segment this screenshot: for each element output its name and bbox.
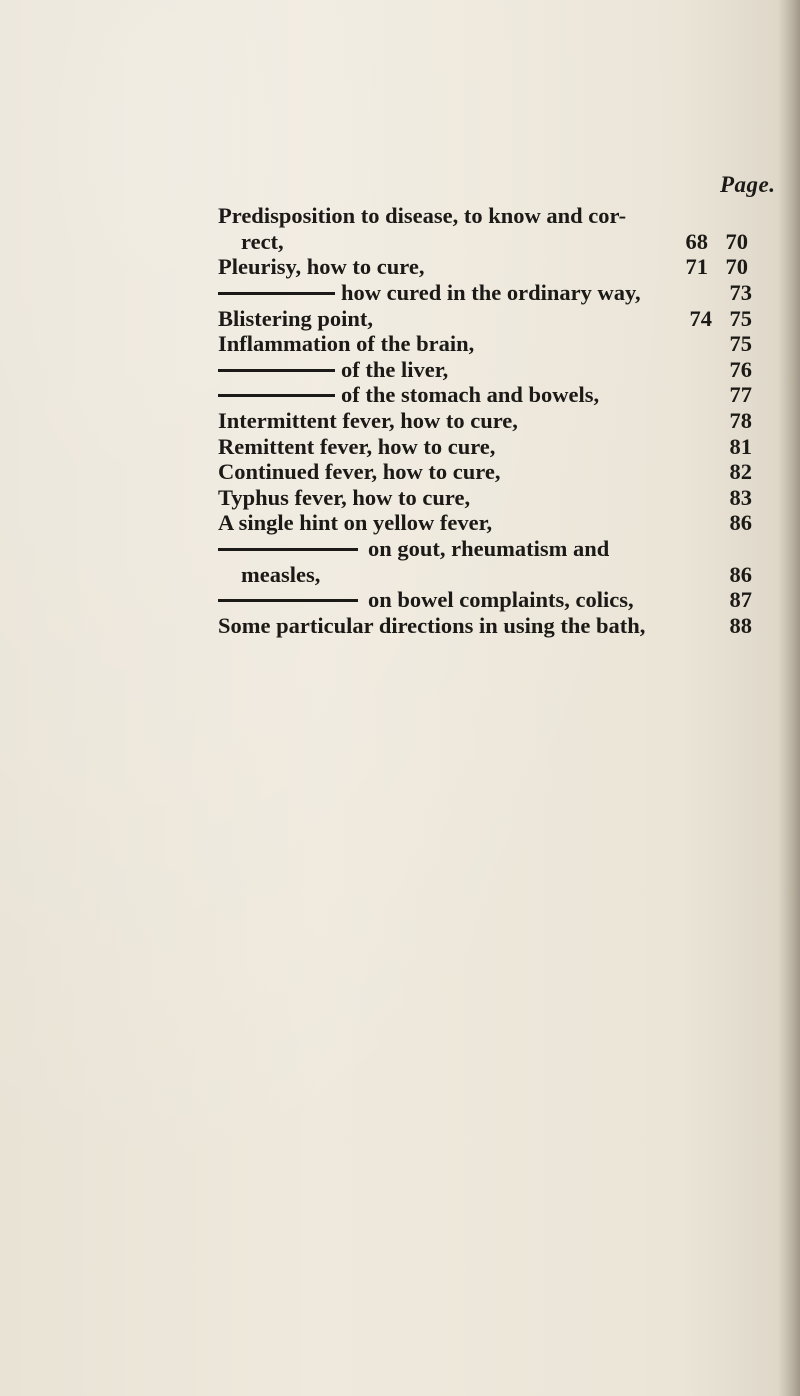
- index-entry: [0, 510, 800, 536]
- entry-page-a: 68: [685, 229, 708, 254]
- entry-text: Inflammation of the brain,: [218, 331, 475, 356]
- entry-page-b: 77: [729, 382, 752, 407]
- ditto-dash: [218, 548, 358, 551]
- entry-text: Remittent fever, how to cure,: [218, 434, 496, 459]
- index-entry: [0, 331, 800, 357]
- entry-text: on bowel complaints, colics,: [368, 587, 634, 612]
- index-entry: [0, 434, 800, 460]
- ditto-dash: [218, 394, 335, 397]
- entry-text: of the stomach and bowels,: [341, 382, 600, 407]
- index-entry: [0, 562, 800, 588]
- index-entry: [0, 254, 800, 280]
- entry-text: rect,: [241, 229, 284, 254]
- entry-text: how cured in the ordinary way,: [341, 280, 641, 305]
- entry-page-b: 81: [729, 434, 752, 459]
- index-entry: [0, 203, 800, 229]
- ditto-dash: [218, 292, 335, 295]
- entry-page-b: 73: [729, 280, 752, 305]
- entry-text: A single hint on yellow fever,: [218, 510, 493, 535]
- index-entry: [0, 229, 800, 255]
- entry-text: measles,: [241, 562, 321, 587]
- entry-text: Continued fever, how to cure,: [218, 459, 501, 484]
- entry-page-a: 71: [685, 254, 708, 279]
- entry-page-b: 75: [729, 306, 752, 331]
- entry-page-b: 82: [729, 459, 752, 484]
- entry-page-b: 83: [729, 485, 752, 510]
- entry-page-a: 74: [689, 306, 712, 331]
- entry-page-b: 75: [729, 331, 752, 356]
- entry-text: on gout, rheumatism and: [368, 536, 610, 561]
- entry-text: Typhus fever, how to cure,: [218, 485, 471, 510]
- entry-text: Blistering point,: [218, 306, 374, 331]
- entry-text: of the liver,: [341, 357, 449, 382]
- index-entry: [0, 613, 800, 639]
- index-entry: [0, 587, 800, 613]
- entry-text: Some particular directions in using the bath,: [218, 613, 646, 638]
- entry-page-b: 76: [729, 357, 752, 382]
- entry-page-b: 86: [729, 510, 752, 535]
- index-entry: [0, 485, 800, 511]
- entry-page-b: 70: [725, 229, 748, 254]
- index-entry: [0, 459, 800, 485]
- index-entry: [0, 357, 800, 383]
- ditto-dash: [218, 599, 358, 602]
- index-entry: [0, 280, 800, 306]
- index-entry: [0, 408, 800, 434]
- entry-text: Intermittent fever, how to cure,: [218, 408, 518, 433]
- entry-text: Pleurisy, how to cure,: [218, 254, 425, 279]
- entry-page-b: 78: [729, 408, 752, 433]
- index-entry: [0, 382, 800, 408]
- entry-page-b: 70: [725, 254, 748, 279]
- page-column-heading: Page.: [720, 172, 776, 197]
- ditto-dash: [218, 369, 335, 372]
- entry-page-b: 86: [729, 562, 752, 587]
- index-entry: [0, 306, 800, 332]
- index-entry: [0, 536, 800, 562]
- entry-page-b: 88: [729, 613, 752, 638]
- entry-page-b: 87: [729, 587, 752, 612]
- entry-text: Predisposition to disease, to know and cor-: [218, 203, 627, 228]
